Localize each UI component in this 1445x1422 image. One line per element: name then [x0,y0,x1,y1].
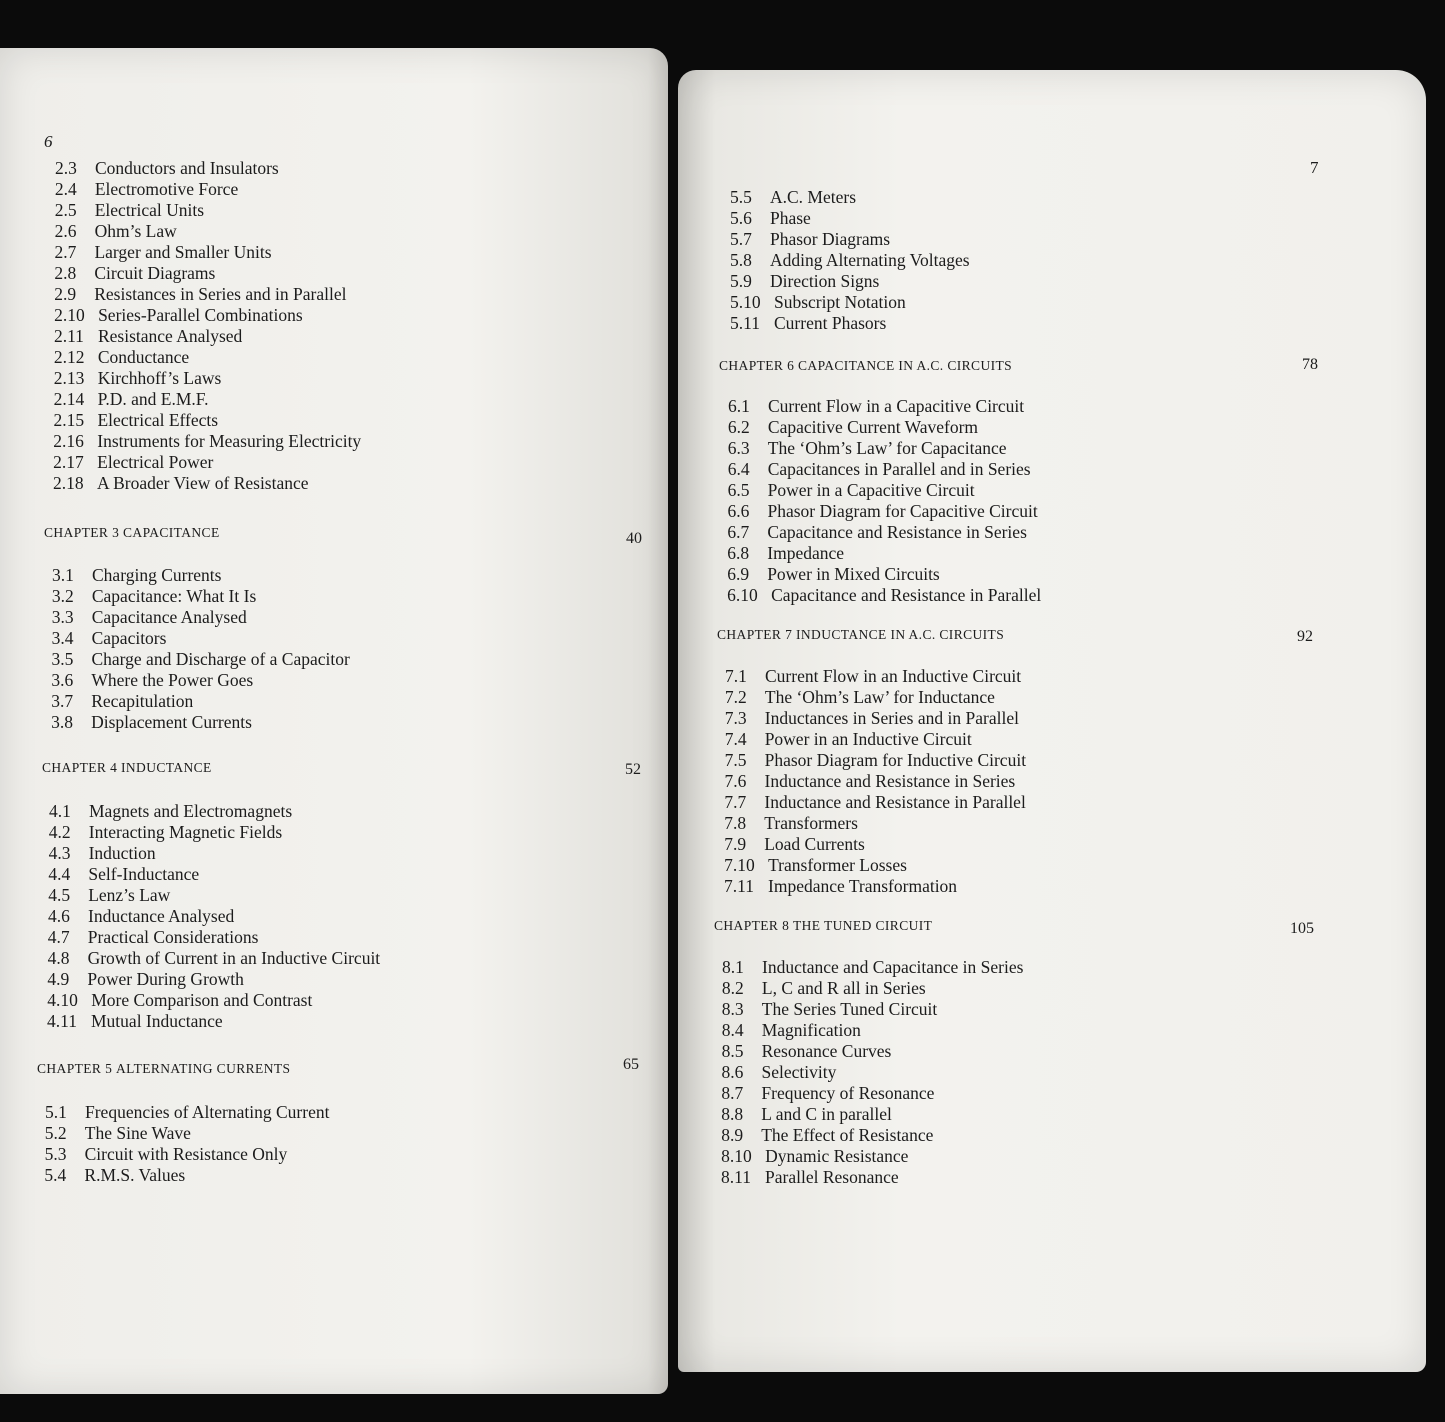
toc-entry-title: Transformers [764,813,858,833]
chapter-heading [717,627,1004,643]
toc-entry-number: 2.16 [53,431,84,451]
toc-entry [730,229,890,250]
toc-entry [722,957,1023,978]
toc-entry-title: Capacitance Analysed [91,607,247,627]
toc-entry [54,284,346,305]
toc-entry-title: Inductance and Capacitance in Series [762,957,1024,977]
toc-entry-title: Parallel Resonance [765,1167,899,1187]
chapter-title: THE TUNED CIRCUIT [793,918,933,933]
toc-entry-title: Phasor Diagram for Capacitive Circuit [767,501,1038,521]
toc-entry-number: 6.3 [727,438,750,458]
toc-entry-number: 3.4 [51,628,74,648]
toc-entry-number: 5.9 [730,271,752,291]
toc-entry-title: Induction [88,843,156,863]
toc-entry-title: Magnets and Electromagnets [89,801,293,821]
toc-entry [48,906,234,927]
toc-entry [51,691,193,712]
toc-entry-number: 7.4 [724,729,747,749]
page-number-right: 7 [1310,158,1319,177]
toc-entry-title: R.M.S. Values [84,1165,186,1185]
toc-entry-number: 4.8 [47,948,70,968]
toc-entry-number: 2.4 [54,179,77,199]
toc-entry [52,565,221,586]
chapter-page-number: 78 [1302,356,1318,373]
toc-entry [730,292,906,313]
toc-entry-title: Dynamic Resistance [765,1146,909,1166]
toc-entry [47,1011,223,1032]
toc-entry-title: Current Flow in a Capacitive Circuit [768,396,1025,416]
toc-entry-number: 4.9 [47,969,70,989]
toc-entry [722,999,937,1020]
toc-entry-title: Recapitulation [91,691,194,711]
toc-entry-title: Impedance [767,543,845,563]
toc-entry-title: Phasor Diagram for Inductive Circuit [764,750,1027,770]
toc-entry-title: Inductance Analysed [88,906,235,926]
toc-entry-title: Resistances in Series and in Parallel [94,284,347,304]
toc-entry-number: 8.10 [721,1146,752,1166]
toc-entry-title: Selectivity [761,1062,837,1082]
toc-entry [721,1104,892,1125]
toc-entry-number: 4.2 [48,822,71,842]
toc-entry [53,473,309,494]
toc-entry-number: 3.2 [51,586,74,606]
toc-entry-title: Capacitive Current Waveform [767,417,979,437]
toc-entry-number: 2.18 [53,473,84,493]
toc-entry-title: Power in an Inductive Circuit [764,729,972,749]
toc-entry-title: Inductance and Resistance in Parallel [764,792,1026,812]
toc-entry-number: 6.10 [727,585,758,605]
toc-entry-title: Electrical Units [94,200,205,220]
toc-entry [725,708,1019,729]
chapter-label: CHAPTER 3 [44,525,124,540]
toc-entry-number: 5.11 [730,313,760,333]
toc-entry-title: Power in a Capacitive Circuit [767,480,975,500]
chapter-label: CHAPTER 6 [719,358,799,373]
toc-entry-number: 4.7 [47,927,70,947]
toc-entry [51,649,349,670]
toc-entry [44,1165,185,1186]
toc-entry [53,452,213,473]
toc-entry-number: 4.5 [48,885,71,905]
toc-entry-number: 8.11 [721,1167,751,1187]
toc-entry-number: 7.3 [724,708,747,728]
toc-entry-number: 4.3 [48,843,71,863]
toc-entry-title: Ohm’s Law [94,221,177,241]
toc-entry-number: 2.3 [55,158,77,178]
toc-entry [724,834,865,855]
toc-entry [725,687,995,708]
toc-entry-title: Capacitance: What It Is [91,586,257,606]
page-number-left: 6 [44,132,53,151]
toc-entry-title: Series-Parallel Combinations [98,305,303,325]
toc-entry-title: Interacting Magnetic Fields [88,822,283,842]
chapter-heading [719,358,1012,374]
toc-entry-title: Electrical Effects [97,410,219,430]
chapter-title: ALTERNATING CURRENTS [116,1061,291,1076]
toc-entry-number: 8.2 [721,978,744,998]
toc-entry-number: 6.4 [727,459,750,479]
toc-entry-number: 2.12 [53,347,85,367]
toc-entry [45,1102,329,1123]
toc-entry-title: Adding Alternating Voltages [770,250,970,270]
toc-entry-number: 7.10 [724,855,755,875]
toc-entry-number: 3.7 [51,691,74,711]
toc-entry [55,221,177,242]
toc-entry-number: 5.5 [730,187,752,207]
toc-entry [728,417,978,438]
toc-entry-title: Phasor Diagrams [770,229,891,249]
toc-entry-title: Capacitances in Parallel and in Series [767,459,1031,479]
toc-entry [54,263,215,284]
toc-entry [730,250,970,271]
toc-entry-number: 3.1 [52,565,74,585]
toc-entry-title: Power in Mixed Circuits [767,564,940,584]
toc-entry-number: 2.13 [53,368,85,388]
chapter-label: CHAPTER 4 [42,760,122,775]
chapter-label: CHAPTER 5 [37,1061,117,1076]
toc-entry [730,187,856,208]
toc-entry-number: 2.10 [54,305,85,325]
toc-entry-number: 8.5 [721,1041,744,1061]
toc-entry-title: Conductance [97,347,190,367]
toc-entry-number: 2.7 [54,242,77,262]
toc-entry-number: 2.17 [53,452,84,472]
toc-entry [728,501,1038,522]
toc-entry-number: 5.8 [730,250,752,270]
chapter-title: INDUCTANCE IN A.C. CIRCUITS [796,627,1005,642]
chapter-page-number: 92 [1297,628,1313,645]
toc-entry-number: 4.11 [47,1011,77,1031]
toc-entry-number: 5.7 [730,229,752,249]
toc-entry [55,179,238,200]
toc-entry-number: 7.7 [724,792,747,812]
toc-entry [54,242,271,263]
toc-entry-number: 4.1 [49,801,71,821]
toc-entry-number: 7.8 [724,813,747,833]
toc-entry-title: Growth of Current in an Inductive Circuit [87,948,381,968]
toc-entry [728,438,1007,459]
toc-entry [55,200,204,221]
toc-entry [54,347,189,368]
toc-entry [725,771,1016,792]
toc-entry-title: Magnification [761,1020,861,1040]
toc-entry-title: Charging Currents [92,565,222,585]
toc-entry-title: Impedance Transformation [768,876,958,896]
toc-entry-number: 3.8 [51,712,73,732]
toc-entry-title: Charge and Discharge of a Capacitor [91,649,350,669]
chapter-label: CHAPTER 7 [717,627,797,642]
toc-entry-title: Lenz’s Law [88,885,171,905]
toc-entry-title: Capacitance and Resistance in Parallel [771,585,1042,605]
toc-entry-number: 8.9 [721,1125,744,1145]
toc-entry-number: 5.6 [730,208,752,228]
toc-entry-title: Transformer Losses [768,855,907,875]
chapter-heading [42,760,212,776]
toc-entry-title: Current Phasors [774,313,887,333]
toc-entry [54,368,222,389]
toc-entry-title: L, C and R all in Series [761,978,926,998]
toc-entry-number: 2.6 [54,221,77,241]
toc-entry [49,843,156,864]
toc-entry [727,522,1026,543]
toc-entry [48,864,199,885]
toc-entry [727,564,940,585]
toc-entry-title: The Effect of Resistance [761,1125,934,1145]
toc-entry [45,1144,288,1165]
toc-entry [53,431,361,452]
toc-entry [725,750,1026,771]
chapter-heading [37,1061,290,1077]
toc-entry [52,628,167,649]
toc-entry-number: 4.10 [47,990,78,1010]
toc-entry-title: More Comparison and Contrast [91,990,313,1010]
toc-entry-number: 8.1 [722,957,744,977]
toc-entry [725,666,1021,687]
chapter-page-number: 40 [626,530,642,547]
toc-entry-number: 6.6 [727,501,750,521]
toc-entry-number: 5.4 [44,1165,67,1185]
toc-entry [724,813,858,834]
toc-entry-number: 8.6 [721,1062,744,1082]
toc-entry-title: Capacitors [91,628,167,648]
toc-entry [722,1041,892,1062]
toc-entry-number: 7.1 [725,666,747,686]
toc-entry-title: Circuit Diagrams [94,263,216,283]
toc-entry-number: 2.15 [53,410,85,430]
toc-entry-number: 6.1 [728,396,750,416]
toc-entry-title: Displacement Currents [91,712,252,732]
toc-entry-title: Power During Growth [87,969,244,989]
chapter-title: CAPACITANCE [123,525,220,540]
toc-entry-number: 2.5 [54,200,77,220]
toc-entry [722,1020,861,1041]
toc-entry [48,948,381,969]
toc-entry [728,459,1031,480]
toc-entry-title: Mutual Inductance [91,1011,223,1031]
chapter-label: CHAPTER 8 [714,918,794,933]
toc-entry-number: 2.14 [53,389,85,409]
toc-entry [51,712,252,733]
toc-entry-title: Practical Considerations [87,927,259,947]
toc-entry [47,969,244,990]
toc-entry-number: 3.6 [51,670,74,690]
toc-entry-number: 3.3 [51,607,74,627]
toc-entry [728,396,1024,417]
toc-entry-title: Circuit with Resistance Only [84,1144,288,1164]
toc-entry-title: Electrical Power [97,452,214,472]
toc-entry [49,822,282,843]
toc-entry-title: Subscript Notation [774,292,906,312]
toc-entry-title: A.C. Meters [770,187,857,207]
toc-entry-number: 6.8 [727,543,750,563]
toc-entry [728,480,975,501]
toc-entry [54,326,242,347]
toc-entry [730,208,811,229]
toc-entry-title: Self-Inductance [88,864,200,884]
toc-entry-number: 6.5 [727,480,750,500]
chapter-title: INDUCTANCE [121,760,212,775]
toc-entry [724,792,1025,813]
toc-entry-number: 2.11 [53,326,84,346]
toc-entry [730,313,886,334]
toc-entry [48,927,259,948]
chapter-page-number: 65 [623,1056,639,1073]
toc-entry-title: Load Currents [764,834,865,854]
toc-entry-number: 7.5 [724,750,747,770]
toc-entry-number: 8.7 [721,1083,744,1103]
toc-entry-number: 5.10 [730,292,761,312]
toc-entry [721,1125,933,1146]
toc-entry [45,1123,191,1144]
toc-entry [722,978,926,999]
toc-entry [47,990,312,1011]
toc-entry [730,271,879,292]
toc-entry-title: Kirchhoff’s Laws [97,368,222,388]
toc-entry [49,801,292,822]
toc-entry [52,586,256,607]
toc-entry-title: Where the Power Goes [91,670,254,690]
toc-entry-title: L and C in parallel [761,1104,892,1124]
toc-entry [724,876,957,897]
toc-entry [722,1062,837,1083]
chapter-page-number: 52 [625,761,641,778]
toc-entry-number: 8.4 [721,1020,744,1040]
chapter-heading [44,525,220,541]
toc-entry-title: Electromotive Force [94,179,239,199]
toc-entry [724,855,907,876]
toc-entry [721,1167,899,1188]
toc-entry-number: 3.5 [51,649,74,669]
toc-entry-title: Conductors and Insulators [95,158,279,178]
toc-entry-title: Frequency of Resonance [761,1083,935,1103]
toc-entry-title: Capacitance and Resistance in Series [767,522,1027,542]
toc-entry [52,607,247,628]
toc-entry-title: The Series Tuned Circuit [761,999,938,1019]
toc-entry [721,1083,934,1104]
chapter-page-number: 105 [1290,920,1314,937]
toc-entry-title: The ‘Ohm’s Law’ for Inductance [764,687,995,707]
toc-entry-number: 2.9 [54,284,77,304]
toc-entry [51,670,253,691]
toc-entry-number: 8.3 [721,999,744,1019]
toc-entry [727,543,844,564]
toc-entry-number: 5.3 [44,1144,67,1164]
toc-entry [53,410,218,431]
toc-entry-number: 5.2 [44,1123,67,1143]
toc-entry [54,305,303,326]
toc-entry [54,389,209,410]
toc-entry-title: A Broader View of Resistance [97,473,309,493]
toc-entry-title: The ‘Ohm’s Law’ for Capacitance [767,438,1007,458]
toc-entry-number: 7.11 [724,876,754,896]
chapter-heading [714,918,932,934]
toc-entry-title: The Sine Wave [84,1123,191,1143]
toc-entry-number: 6.2 [727,417,750,437]
toc-entry-title: Current Flow in an Inductive Circuit [765,666,1022,686]
toc-entry-number: 6.7 [727,522,750,542]
toc-entry-number: 7.9 [724,834,747,854]
toc-entry-title: Inductance and Resistance in Series [764,771,1016,791]
toc-entry-title: Larger and Smaller Units [94,242,272,262]
toc-entry-title: Resonance Curves [761,1041,892,1061]
toc-entry-title: Instruments for Measuring Electricity [97,431,362,451]
toc-entry [48,885,170,906]
toc-entry-title: Phase [770,208,811,228]
toc-entry-number: 7.2 [724,687,747,707]
toc-entry-title: Inductances in Series and in Parallel [764,708,1019,728]
toc-entry-number: 4.4 [48,864,71,884]
toc-entry [725,729,972,750]
toc-entry [721,1146,908,1167]
toc-entry-number: 6.9 [727,564,750,584]
toc-entry-title: Frequencies of Alternating Current [85,1102,330,1122]
toc-entry-number: 2.8 [54,263,77,283]
toc-entry-title: Direction Signs [770,271,880,291]
chapter-title: CAPACITANCE IN A.C. CIRCUITS [798,358,1013,373]
toc-entry-number: 8.8 [721,1104,744,1124]
toc-entry [727,585,1041,606]
toc-entry [55,158,279,179]
toc-entry-number: 5.1 [45,1102,67,1122]
toc-entry-title: P.D. and E.M.F. [97,389,209,409]
toc-entry-title: Resistance Analysed [97,326,243,346]
toc-entry-number: 7.6 [724,771,747,791]
toc-entry-number: 4.6 [48,906,70,926]
